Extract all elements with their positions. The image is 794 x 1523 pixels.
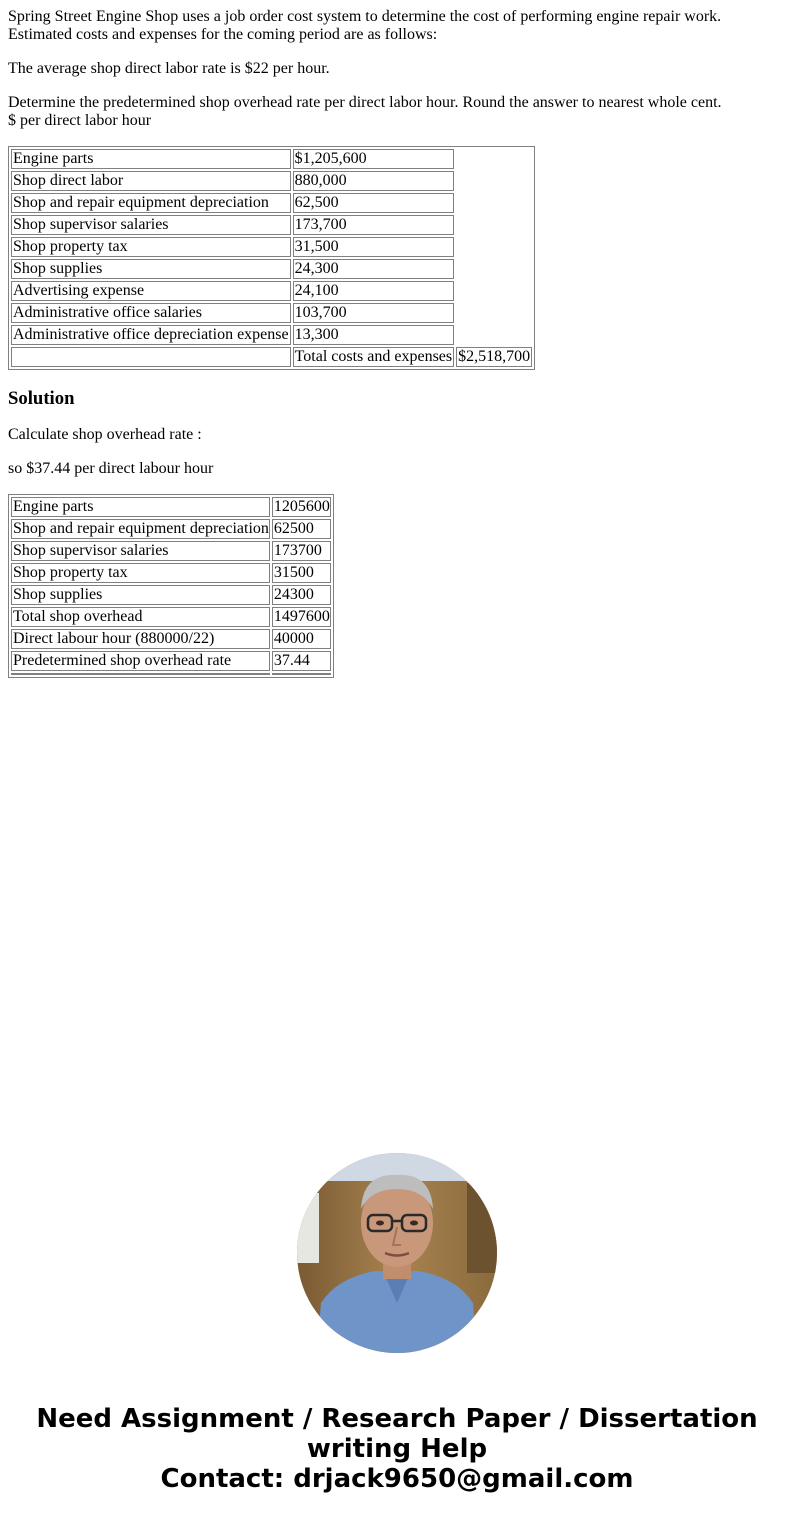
solution-table (8, 494, 334, 678)
cost-amount: 173,700 (293, 215, 455, 235)
overhead-label: Total shop overhead (11, 607, 270, 627)
table-row (11, 149, 532, 169)
overhead-label: Shop supplies (11, 585, 270, 605)
cost-label: Shop supervisor salaries (11, 215, 291, 235)
cost-amount: 24,300 (293, 259, 455, 279)
cost-label: Shop property tax (11, 237, 291, 257)
empty-cell (456, 193, 532, 213)
empty-cell (11, 673, 270, 675)
cost-label: Administrative office depreciation expense (13, 326, 289, 343)
footer-contact: Contact: drjack9650@gmail.com (160, 1464, 634, 1494)
cost-label: Shop and repair equipment depreciation (11, 193, 291, 213)
blank-cell (11, 347, 291, 367)
question-intro: Spring Street Engine Shop uses a job order cost system to determine the cost of performing engine repair work. Estimated costs and expenses for the coming period are as follows: (8, 8, 722, 43)
table-row (11, 281, 532, 301)
costs-table (8, 146, 535, 370)
cost-amount: 880,000 (293, 171, 455, 191)
table-row (11, 237, 532, 257)
total-value: $2,518,700 (458, 348, 531, 365)
table-row (11, 629, 331, 649)
empty-cell (456, 171, 532, 191)
table-row (11, 585, 331, 605)
task-line-2: $ per direct labor hour (8, 112, 152, 129)
footer-banner (0, 1404, 794, 1494)
total-row (11, 347, 532, 367)
table-row (11, 215, 532, 235)
footer-line-1: Need Assignment / Research Paper / Dissertation (36, 1404, 758, 1434)
cost-label: Advertising expense (11, 281, 291, 301)
cost-label: Shop direct labor (11, 171, 291, 191)
overhead-label: Shop and repair equipment depreciation (13, 520, 269, 537)
table-row (11, 563, 331, 583)
table-row (11, 497, 331, 517)
overhead-value: 40000 (272, 629, 331, 649)
author-portrait-image (297, 1153, 497, 1353)
task-text (8, 94, 786, 130)
overhead-value: 1497600 (273, 608, 330, 625)
empty-cell (456, 325, 532, 345)
overhead-label: Predetermined shop overhead rate (11, 651, 270, 671)
cost-amount: 24,100 (293, 281, 455, 301)
total-label: Total costs and expenses (294, 348, 453, 365)
empty-cell (456, 259, 532, 279)
cost-amount: 62,500 (293, 193, 455, 213)
empty-cell (272, 673, 331, 675)
empty-cell (456, 149, 532, 169)
overhead-value: 1205600 (273, 498, 330, 515)
cost-amount: 103,700 (293, 303, 455, 323)
empty-cell (456, 281, 532, 301)
cost-amount: 13,300 (293, 325, 455, 345)
task-line-1: Determine the predetermined shop overhead rate per direct labor hour. Round the answer to nearest whole cent. (8, 94, 722, 111)
table-row (11, 259, 532, 279)
cost-amount: $1,205,600 (293, 149, 455, 169)
footer-line-2: writing Help (306, 1434, 488, 1464)
empty-row (11, 673, 331, 675)
empty-cell (456, 303, 532, 323)
cost-amount: 31,500 (293, 237, 455, 257)
table-row (11, 651, 331, 671)
overhead-value: 24300 (272, 585, 331, 605)
empty-cell (456, 215, 532, 235)
author-photo (297, 1153, 497, 1353)
overhead-value: 62500 (272, 519, 331, 539)
table-row (11, 607, 331, 627)
document-body (0, 0, 794, 678)
overhead-label: Engine parts (11, 497, 270, 517)
table-row (11, 325, 532, 345)
table-row (11, 193, 532, 213)
overhead-label: Shop property tax (11, 563, 270, 583)
table-row (11, 303, 532, 323)
table-row (11, 171, 532, 191)
overhead-label: Shop supervisor salaries (11, 541, 270, 561)
calc-line: Calculate shop overhead rate : (8, 426, 202, 443)
overhead-value: 31500 (272, 563, 331, 583)
overhead-value: 173700 (272, 541, 331, 561)
table-row (11, 541, 331, 561)
overhead-label: Direct labour hour (880000/22) (11, 629, 270, 649)
solution-heading: Solution (8, 388, 75, 409)
table-row (11, 519, 331, 539)
overhead-value: 37.44 (272, 651, 331, 671)
empty-cell (456, 237, 532, 257)
labor-rate-text: The average shop direct labor rate is $22 per hour. (8, 60, 330, 77)
result-line: so $37.44 per direct labour hour (8, 460, 214, 477)
cost-label: Engine parts (11, 149, 291, 169)
cost-label: Administrative office salaries (11, 303, 291, 323)
cost-label: Shop supplies (11, 259, 291, 279)
